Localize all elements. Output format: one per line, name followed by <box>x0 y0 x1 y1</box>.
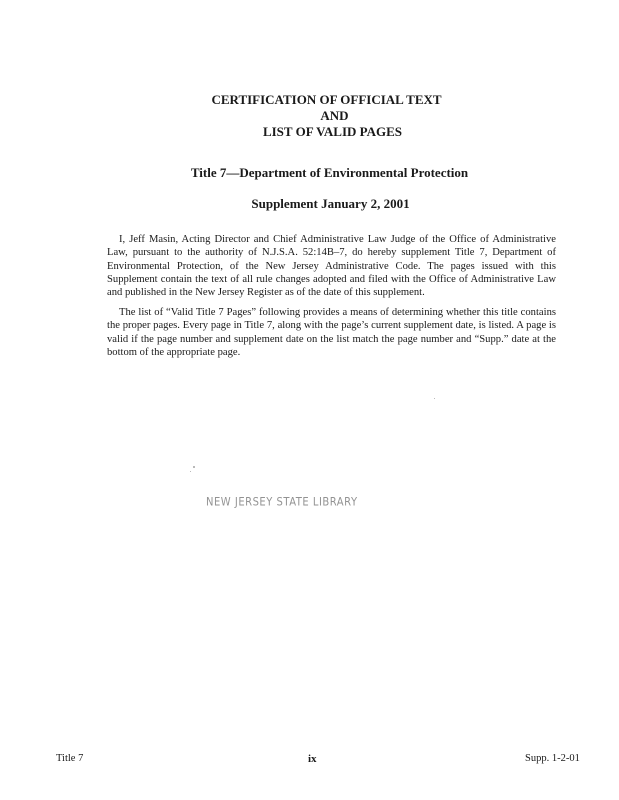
heading-line-3: LIST OF VALID PAGES <box>262 124 403 139</box>
heading-line-1: CERTIFICATION OF OFFICIAL TEXT <box>211 92 442 107</box>
scan-speck <box>193 466 195 468</box>
library-stamp: NEW JERSEY STATE LIBRARY <box>206 496 358 509</box>
title-heading: Title 7—Department of Environmental Protection <box>190 165 469 180</box>
supplement-heading: Supplement January 2, 2001 <box>251 196 410 211</box>
footer-supplement-date: Supp. 1-2-01 <box>525 753 580 764</box>
footer-title: Title 7 <box>56 753 84 764</box>
scan-speck <box>190 471 191 472</box>
certification-heading <box>0 92 619 140</box>
valid-pages-paragraph: The list of “Valid Title 7 Pages” following provides a means of determining whether this title contains the proper pages. Every page in Title 7, along with the page’s current supplement date, is listed. A page is valid if the page number and supplement date on the list match the page number and “Supp.” date at the bottom of the appropriate page. <box>107 307 556 358</box>
heading-line-2: AND <box>320 108 349 123</box>
scan-speck <box>434 398 435 399</box>
footer-page-number: ix <box>308 753 317 765</box>
certification-paragraph: I, Jeff Masin, Acting Director and Chief Administrative Law Judge of the Office of Administrative Law, pursuant to the authority of N.J.S.A. 52:14B–7, do hereby supplement Title 7, Department of Environmental Protection, of the New Jersey Administrative Code. The pages issued with this Supplement contain the text of all rule changes adopted and filed with the Office of Administrative Law and published in the New Jersey Register as of the date of this supplement. <box>107 234 556 299</box>
